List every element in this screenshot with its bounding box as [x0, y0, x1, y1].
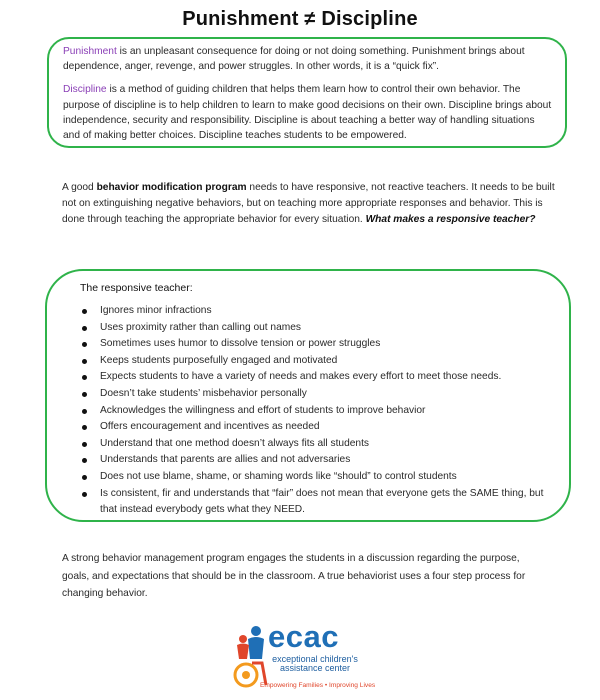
intro-question: What makes a responsive teacher? — [365, 213, 536, 225]
ecac-logo — [230, 619, 376, 695]
logo-wordmark: ecac — [268, 619, 339, 654]
list-item: Uses proximity rather than calling out names — [80, 320, 550, 337]
intro-lead: A good — [62, 182, 97, 193]
list-item: Doesn’t take students’ misbehavior personally — [80, 386, 550, 403]
punishment-definition — [63, 44, 553, 74]
definitions-box — [47, 37, 567, 148]
logo-tagline: Empowering Families • Improving Lives — [260, 682, 376, 689]
page-title: Punishment ≠ Discipline — [182, 8, 418, 30]
list-item: Understand that one method doesn’t always fits all students — [80, 436, 550, 453]
list-item: Ignores minor infractions — [80, 303, 550, 320]
intro-highlight: behavior modification program — [96, 182, 247, 193]
discipline-term: Discipline — [63, 84, 107, 96]
closing-paragraph: A strong behavior management program engages the students in a discussion regarding the purpose, goals, and expectations that should be in the classroom. A true behaviorist uses a four step process for changing behavior. — [62, 553, 526, 599]
list-item: Does not use blame, shame, or shaming words like “should” to control students — [80, 469, 550, 486]
intro-body: needs to have responsive, not reactive teachers. It needs to be built not on extinguishing negative behaviors, but on teaching more appropriate responses and behavior. This is done through teaching the appropriate behavior for every situation. — [62, 182, 555, 225]
list-item: Is consistent, fir and understands that “fair” does not mean that everyone gets the SAME thing, but that instead everybody gets what they NEED. — [80, 486, 550, 519]
logo-subtitle-line2: assistance center — [279, 663, 351, 673]
list-item: Acknowledges the willingness and effort of students to improve behavior — [80, 403, 550, 420]
list-item: Keeps students purposefully engaged and motivated — [80, 353, 550, 370]
punishment-text: is an unpleasant consequence for doing or not doing something. Punishment brings about dependence, anger, revenge, and power struggles. In other words, it is a “quick fix”. — [63, 46, 525, 73]
punishment-term: Punishment — [63, 46, 117, 57]
list-item: Expects students to have a variety of needs and makes every effort to meet those needs. — [80, 369, 550, 386]
intro-paragraph — [62, 180, 567, 227]
logo-subtitle-line1: exceptional children's — [272, 654, 358, 664]
discipline-text: is a method of guiding children that helps them learn how to control their own behavior. The purpose of discipline is to help children to learn to make good decisions on their own. Discipline brings about independence, security and responsibility. Discipline is about teaching a better way of handling situations and of making better choices. Discipline teaches students to be empowered. — [63, 84, 552, 142]
list-item: Offers encouragement and incentives as needed — [80, 419, 550, 436]
logo-subtitle — [266, 655, 364, 673]
list-item: Sometimes uses humor to dissolve tension or power struggles — [80, 336, 550, 353]
list-item: Understands that parents are allies and not adversaries — [80, 452, 550, 469]
responsive-heading: The responsive teacher: — [80, 282, 193, 294]
responsive-list — [80, 303, 550, 519]
discipline-definition — [63, 82, 553, 143]
